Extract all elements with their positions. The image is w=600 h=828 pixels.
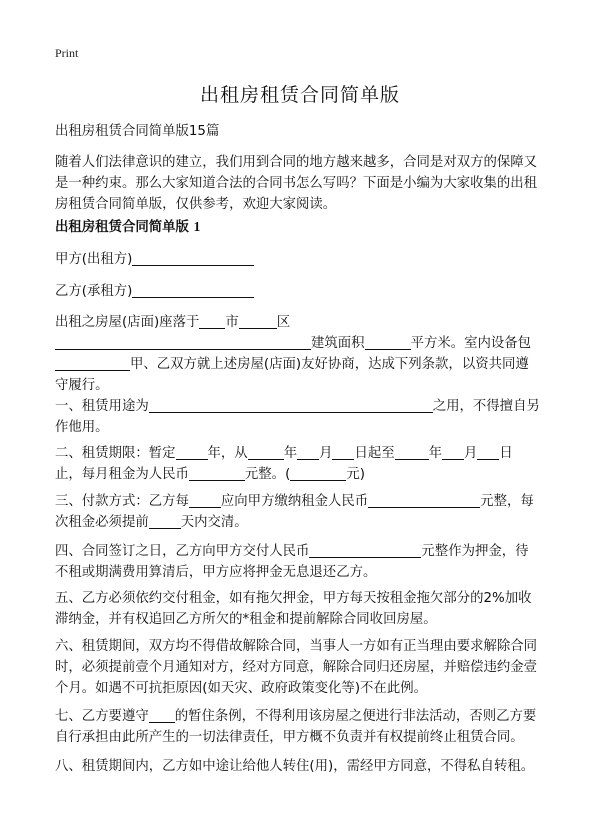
regulation-blank[interactable] [149,707,175,723]
clause-8 [55,756,553,777]
clause-text: 元整作为押金，待 [421,544,529,559]
clause-text: 滞纳金，并有权追回乙方所欠的*租金和提前解除合同收回房屋。 [55,612,437,627]
document-subtitle: 出租房租赁合同简单版15篇 [55,124,220,139]
intro-line: 是一种约束。那么大家知道合法的合同书怎么写吗？下面是小编为大家收集的出租 [55,176,538,191]
clause-text: 甲、乙双方就上述房屋(店面)友好协商，达成下列条款，以资共同遵 [130,357,529,372]
party-b-label: 乙方(承租方) [55,284,133,299]
start-day-blank[interactable] [332,444,354,460]
intro-line: 房租赁合同简单版，仅供参考，欢迎大家阅读。 [55,197,337,212]
clause-text: 八、租赁期间内，乙方如中途让给他人转住(用)，需经甲方同意，不得私自转租。 [55,759,535,774]
clause-text: 作他用。 [55,420,109,435]
section-number: 1 [193,219,201,234]
payment-amount-blank[interactable] [368,492,480,508]
party-b-blank[interactable] [132,282,254,298]
clause-3 [55,491,553,533]
clause-text: 个月。如遇不可抗拒原因(如天灾、政府政策变化等)不在此例。 [55,681,427,696]
payment-period-blank[interactable] [189,492,221,508]
clause-text: 四、合同签订之日，乙方向甲方交付人民币 [55,544,310,559]
city-blank[interactable] [199,313,225,329]
equipment-blank[interactable] [55,355,130,371]
clause-text: 元) [346,467,365,482]
clause-text: 元整，每 [480,494,534,509]
clause-text: 平方米。室内设备包 [410,336,532,351]
area-blank[interactable] [365,334,411,350]
advance-days-blank[interactable] [149,513,181,529]
party-a-label: 甲方(出租方) [55,252,133,267]
clause-2 [55,443,553,485]
clause-text: 守履行。 [55,378,109,393]
clause-text: 区 [276,315,291,330]
clause-text: 月 [319,446,333,461]
start-year-blank[interactable] [248,444,284,460]
clause-text: 之用，不得擅自另 [432,399,540,414]
address-blank[interactable] [55,334,311,350]
start-month-blank[interactable] [297,444,319,460]
clause-text: 天内交清。 [180,515,248,530]
clause-text: 年 [428,446,443,461]
clause-text: 月 [464,446,478,461]
clause-text: 自行承担由此所产生的一切法律责任，甲方概不负责并有权提前终止租赁合同。 [55,730,524,745]
clause-text: 五、乙方必须依约交付租金，如有拖欠押金，甲方每天按租金拖欠部分的2%加收 [55,591,532,606]
section-heading-text: 出租房租赁合同简单版 [55,220,189,235]
print-link[interactable]: Print [55,46,79,60]
clause-5 [55,588,553,630]
end-year-blank[interactable] [395,444,429,460]
section-heading [55,216,553,238]
purpose-blank[interactable] [149,397,433,413]
clause-text: 出租之房屋(店面)座落于 [55,315,200,330]
intro-paragraph [55,152,553,215]
rent-amount-blank[interactable] [189,465,245,481]
end-month-blank[interactable] [442,444,464,460]
term-years-blank[interactable] [176,444,208,460]
clause-7 [55,706,553,748]
clause-text: 七、乙方要遵守 [55,709,149,724]
party-b-line [55,281,553,302]
district-blank[interactable] [239,313,277,329]
rent-figure-blank[interactable] [290,465,346,481]
clause-text: 二、租赁期限：暂定 [55,446,176,461]
clause-text: 的暂住条例，不得利用该房屋之便进行非法活动，否则乙方要 [174,709,537,724]
clause-text: 次租金必须提前 [55,515,149,530]
clause-6 [55,636,553,699]
clause-text: 年，从 [207,446,248,461]
clause-text: 三、付款方式：乙方每 [55,494,189,509]
clause-text: 市 [225,315,239,330]
clause-text: 六、租赁期间，双方均不得借故解除合同，当事人一方如有正当理由要求解除合同 [55,639,538,654]
end-day-blank[interactable] [477,444,499,460]
party-a-blank[interactable] [132,250,254,266]
clause-text: 元整。( [244,467,291,482]
document-title: 出租房租赁合同简单版 [199,84,400,106]
clause-text: 不租或期满费用算清后，甲方应将押金无息退还乙方。 [55,565,377,580]
party-a-line [55,249,553,270]
house-clause [55,312,553,396]
deposit-amount-blank[interactable] [309,542,421,558]
clause-1 [55,396,553,438]
clause-text: 止，每月租金为人民币 [55,467,189,482]
clause-text: 建筑面积 [311,336,365,351]
clause-text: 一、租赁用途为 [55,399,149,414]
clause-text: 应向甲方缴纳租金人民币 [220,494,369,509]
clause-text: 年 [283,446,298,461]
clause-4 [55,541,553,583]
clause-text: 时，必须提前壹个月通知对方，经对方同意，解除合同归还房屋，并赔偿违约金壹 [55,660,538,675]
intro-line: 随着人们法律意识的建立，我们用到合同的地方越来越多，合同是对双方的保障又 [55,155,538,170]
clause-text: 日 [499,446,513,461]
clause-text: 日起至 [354,446,395,461]
